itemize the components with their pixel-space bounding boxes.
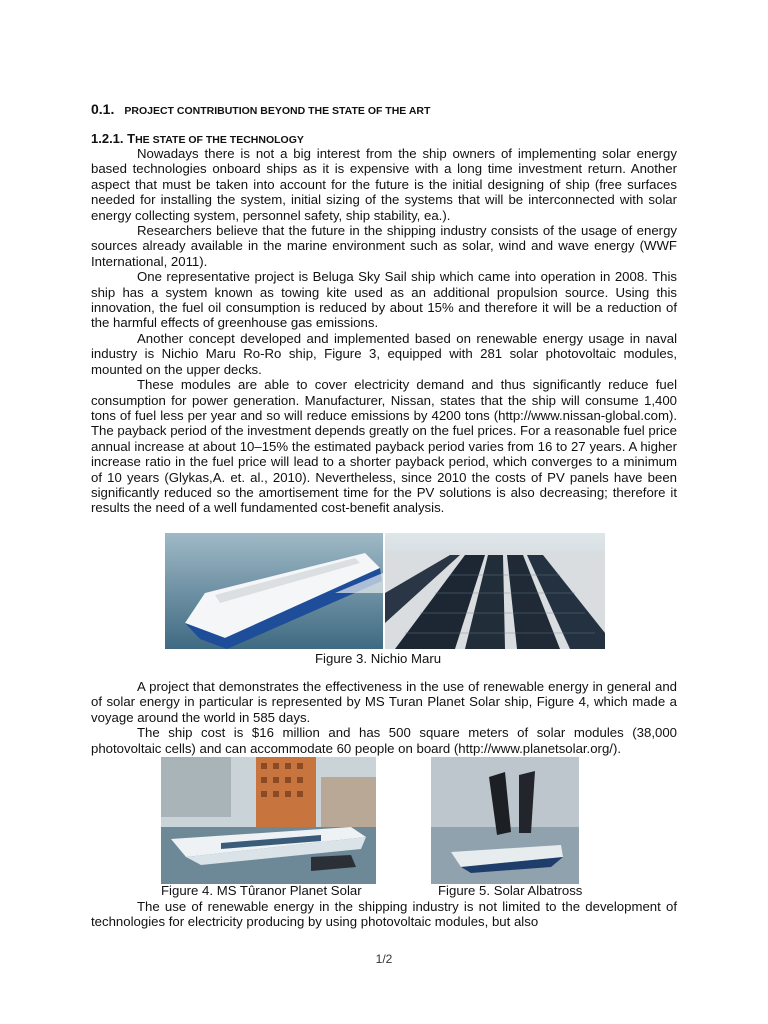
paragraph: Another concept developed and implemented based on renewable energy usage in naval industry is Nichio Maru Ro-Ro ship, Figure 3, equipped with 281 solar photovoltaic modules, mounted on the upper decks. (91, 330, 677, 377)
paragraph: The ship cost is $16 million and has 500 square meters of solar modules (38,000 photovoltaic cells) and can accommodate 60 people on board (http://www.planetsolar.org/). (91, 725, 677, 756)
solar-albatross-photo (431, 757, 579, 884)
page-number: 1/2 (375, 952, 393, 966)
paragraph: A project that demonstrates the effectiveness in the use of renewable energy in general and of solar energy in particular is represented by MS Turan Planet Solar ship, Figure 4, which made a voyage around the world in 585 days. (91, 679, 677, 725)
section-title: PROJECT CONTRIBUTION BEYOND THE STATE OF THE ART (124, 105, 431, 117)
subsection-number: 1.2.1. (91, 131, 128, 146)
body-text-2 (91, 679, 677, 756)
figure-5-image (431, 757, 579, 884)
body-text-3 (91, 899, 677, 930)
figure-3-images (165, 533, 605, 649)
paragraph: Researchers believe that the future in the shipping industry consists of the usage of energy sources already available in the marine environment such as solar, wind and wave energy (WWF International, 2011). (91, 223, 677, 269)
planet-solar-photo (161, 757, 376, 884)
subsection-title-initial: T (127, 131, 136, 146)
subsection-title-rest: HE STATE OF THE TECHNOLOGY (135, 134, 304, 146)
subsection-heading (91, 131, 304, 146)
nichio-maru-photos (165, 533, 605, 649)
figure-5-caption: Figure 5. Solar Albatross (438, 883, 583, 898)
paragraph: One representative project is Beluga Sky Sail ship which came into operation in 2008. This ship has a system known as towing kite used as an additional propulsion source. Using this innovation, the fuel oil consumption is reduced by about 15% and therefore it will be a reduction of the harmful effects of greenhouse gas emissions. (91, 269, 677, 331)
paragraph: Nowadays there is not a big interest from the ship owners of implementing solar energy based technologies onboard ships as it is expensive with a long time investment return. Another aspect that must be taken into account for the future is the initial designing of ship (free surfaces needed for installing the system, initial sizing of the systems that will be interconnected with solar energy collecting system, personnel safety, ship stability, ea.). (91, 146, 677, 223)
paragraph: These modules are able to cover electricity demand and thus significantly reduce fuel consumption for power generation. Manufacturer, Nissan, states that the ship will consume 1,400 tons of fuel less per year and so will reduce emissions by 4200 tons (http://www.nissan-global.com). The payback period of the investment depends greatly on the fuel prices. For a reasonable fuel price annual increase at about 10–15% the estimated payback period varies from 16 to 27 years. A higher increase ratio in the fuel price will lead to a shorter payback period, which converges to a minimum of 10 years (Glykas,A. et. al., 2010). Nevertheless, since 2010 the costs of PV panels have been significantly reduced so the amortisement time for the PV solutions is also decreasing; therefore it results the need of a well fundamented cost-benefit analysis. (91, 377, 677, 516)
body-text-1 (91, 146, 677, 516)
figure-3-caption: Figure 3. Nichio Maru (315, 651, 442, 666)
figure-4-caption: Figure 4. MS Tûranor Planet Solar (161, 883, 362, 898)
figure-4-image (161, 757, 376, 884)
paragraph: The use of renewable energy in the shipping industry is not limited to the development of technologies for electricity producing by using photovoltaic modules, but also (91, 899, 677, 930)
section-number: 0.1. (91, 101, 115, 117)
section-heading (91, 101, 430, 117)
